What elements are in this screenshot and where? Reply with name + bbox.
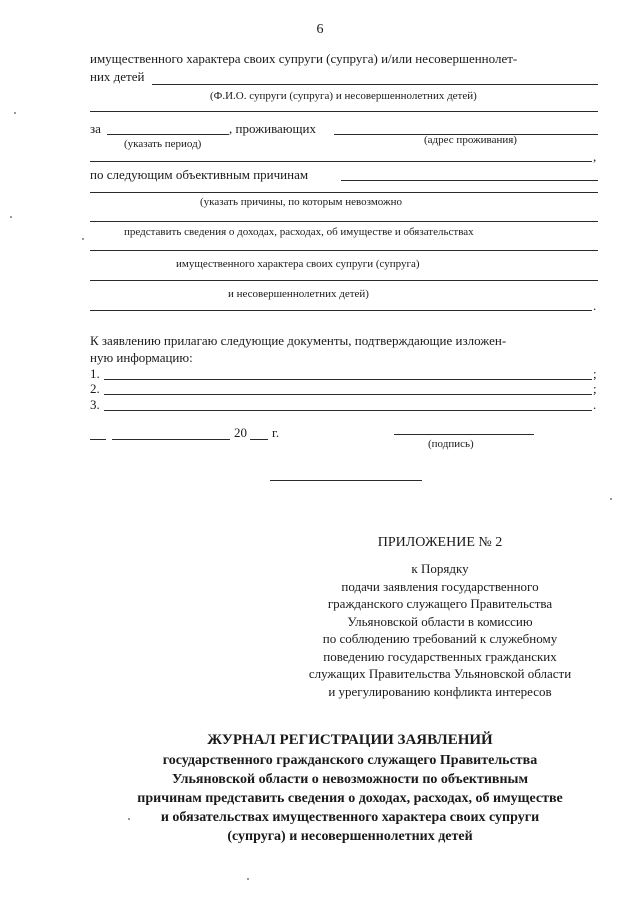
attachment-item-3-end: . bbox=[593, 397, 597, 412]
journal-title: ЖУРНАЛ РЕГИСТРАЦИИ ЗАЯВЛЕНИЙ bbox=[207, 732, 493, 748]
appendix-line-8: и урегулированию конфликта интересов bbox=[328, 683, 552, 699]
reasons-label: по следующим объективным причинам bbox=[90, 167, 309, 182]
scan-speck bbox=[247, 878, 249, 880]
comma-mark: , bbox=[593, 149, 597, 164]
date-day-line bbox=[90, 439, 106, 440]
appendix-line-2: подачи заявления государственного bbox=[341, 578, 539, 594]
reasons-blank-line-5 bbox=[90, 280, 598, 281]
journal-subtitle-line-5: (супруга) и несовершеннолетних детей bbox=[227, 829, 473, 844]
attachment-item-3-number: 3. bbox=[90, 397, 100, 412]
reasons-hint-3: имущественного характера своих супруги (супруга) bbox=[176, 258, 420, 270]
form-text-line-2: них детей bbox=[90, 69, 145, 84]
reasons-hint-4: и несовершеннолетних детей) bbox=[228, 288, 369, 300]
reasons-blank-line-2 bbox=[90, 192, 598, 193]
appendix-line-4: Ульяновской области в комиссию bbox=[347, 613, 533, 629]
scan-speck bbox=[14, 112, 16, 114]
address-blank-line-2 bbox=[90, 161, 592, 162]
reasons-blank-line-6 bbox=[90, 310, 592, 311]
date-month-line bbox=[112, 439, 230, 440]
za-label: за bbox=[90, 121, 101, 136]
prozhivayushchikh-label: , проживающих bbox=[229, 121, 316, 136]
reasons-blank-line-4 bbox=[90, 250, 598, 251]
appendix-line-3: гражданского служащего Правительства bbox=[327, 596, 553, 611]
attachments-intro-1: К заявлению прилагаю следующие документы, подтверждающие изложен- bbox=[90, 333, 507, 348]
reasons-blank-line-1 bbox=[341, 180, 598, 181]
appendix-line-1: к Порядку bbox=[411, 561, 469, 576]
reasons-blank-line-3 bbox=[90, 221, 598, 222]
page-number: 6 bbox=[316, 22, 324, 37]
fio-hint: (Ф.И.О. супруги (супруга) и несовершеннолетних детей) bbox=[210, 90, 477, 102]
attachment-item-1-line bbox=[104, 379, 592, 380]
year-prefix: 20 bbox=[234, 425, 247, 440]
reasons-hint-1: (указать причины, по которым невозможно bbox=[200, 196, 403, 208]
appendix-line-6: поведению государственных гражданских bbox=[323, 648, 557, 664]
attachment-item-1-number: 1. bbox=[90, 366, 100, 381]
address-hint: (адрес проживания) bbox=[424, 134, 517, 146]
scan-speck bbox=[128, 818, 130, 820]
journal-subtitle-line-3: причинам представить сведения о доходах, расходах, об имуществе bbox=[137, 791, 563, 806]
form-text-line-1: имущественного характера своих супруги (супруга) и/или несовершеннолет- bbox=[90, 51, 518, 66]
signature-hint: (подпись) bbox=[428, 438, 474, 450]
attachment-item-2-end: ; bbox=[593, 381, 597, 396]
period-hint: (указать период) bbox=[124, 138, 202, 150]
period-blank-line bbox=[107, 134, 229, 135]
year-line bbox=[250, 439, 268, 440]
appendix-line-5: по соблюдению требований к служебному bbox=[322, 631, 558, 646]
scan-speck bbox=[10, 216, 12, 218]
scan-speck bbox=[82, 238, 84, 240]
journal-subtitle-line-2: Ульяновской области о невозможности по объективным bbox=[171, 772, 529, 787]
appendix-heading: ПРИЛОЖЕНИЕ № 2 bbox=[377, 535, 503, 550]
attachment-item-1-end: ; bbox=[593, 366, 597, 381]
separator-line bbox=[270, 480, 422, 481]
attachment-item-3-line bbox=[104, 410, 592, 411]
reasons-hint-2: представить сведения о доходах, расходах, об имуществе и обязательствах bbox=[124, 226, 474, 238]
attachments-intro-2: ную информацию: bbox=[90, 350, 193, 365]
fio-blank-line bbox=[152, 84, 598, 85]
period-mark: . bbox=[593, 298, 597, 313]
signature-line bbox=[394, 434, 534, 435]
journal-subtitle-line-4: и обязательствах имущественного характера своих супруги bbox=[160, 810, 540, 825]
journal-subtitle-line-1: государственного гражданского служащего Правительства bbox=[162, 753, 538, 768]
scan-speck bbox=[610, 498, 612, 500]
attachment-item-2-number: 2. bbox=[90, 381, 100, 396]
appendix-line-7: служащих Правительства Ульяновской области bbox=[308, 666, 572, 681]
fio-blank-line-2 bbox=[90, 111, 598, 112]
attachment-item-2-line bbox=[104, 394, 592, 395]
year-suffix: г. bbox=[272, 425, 280, 440]
